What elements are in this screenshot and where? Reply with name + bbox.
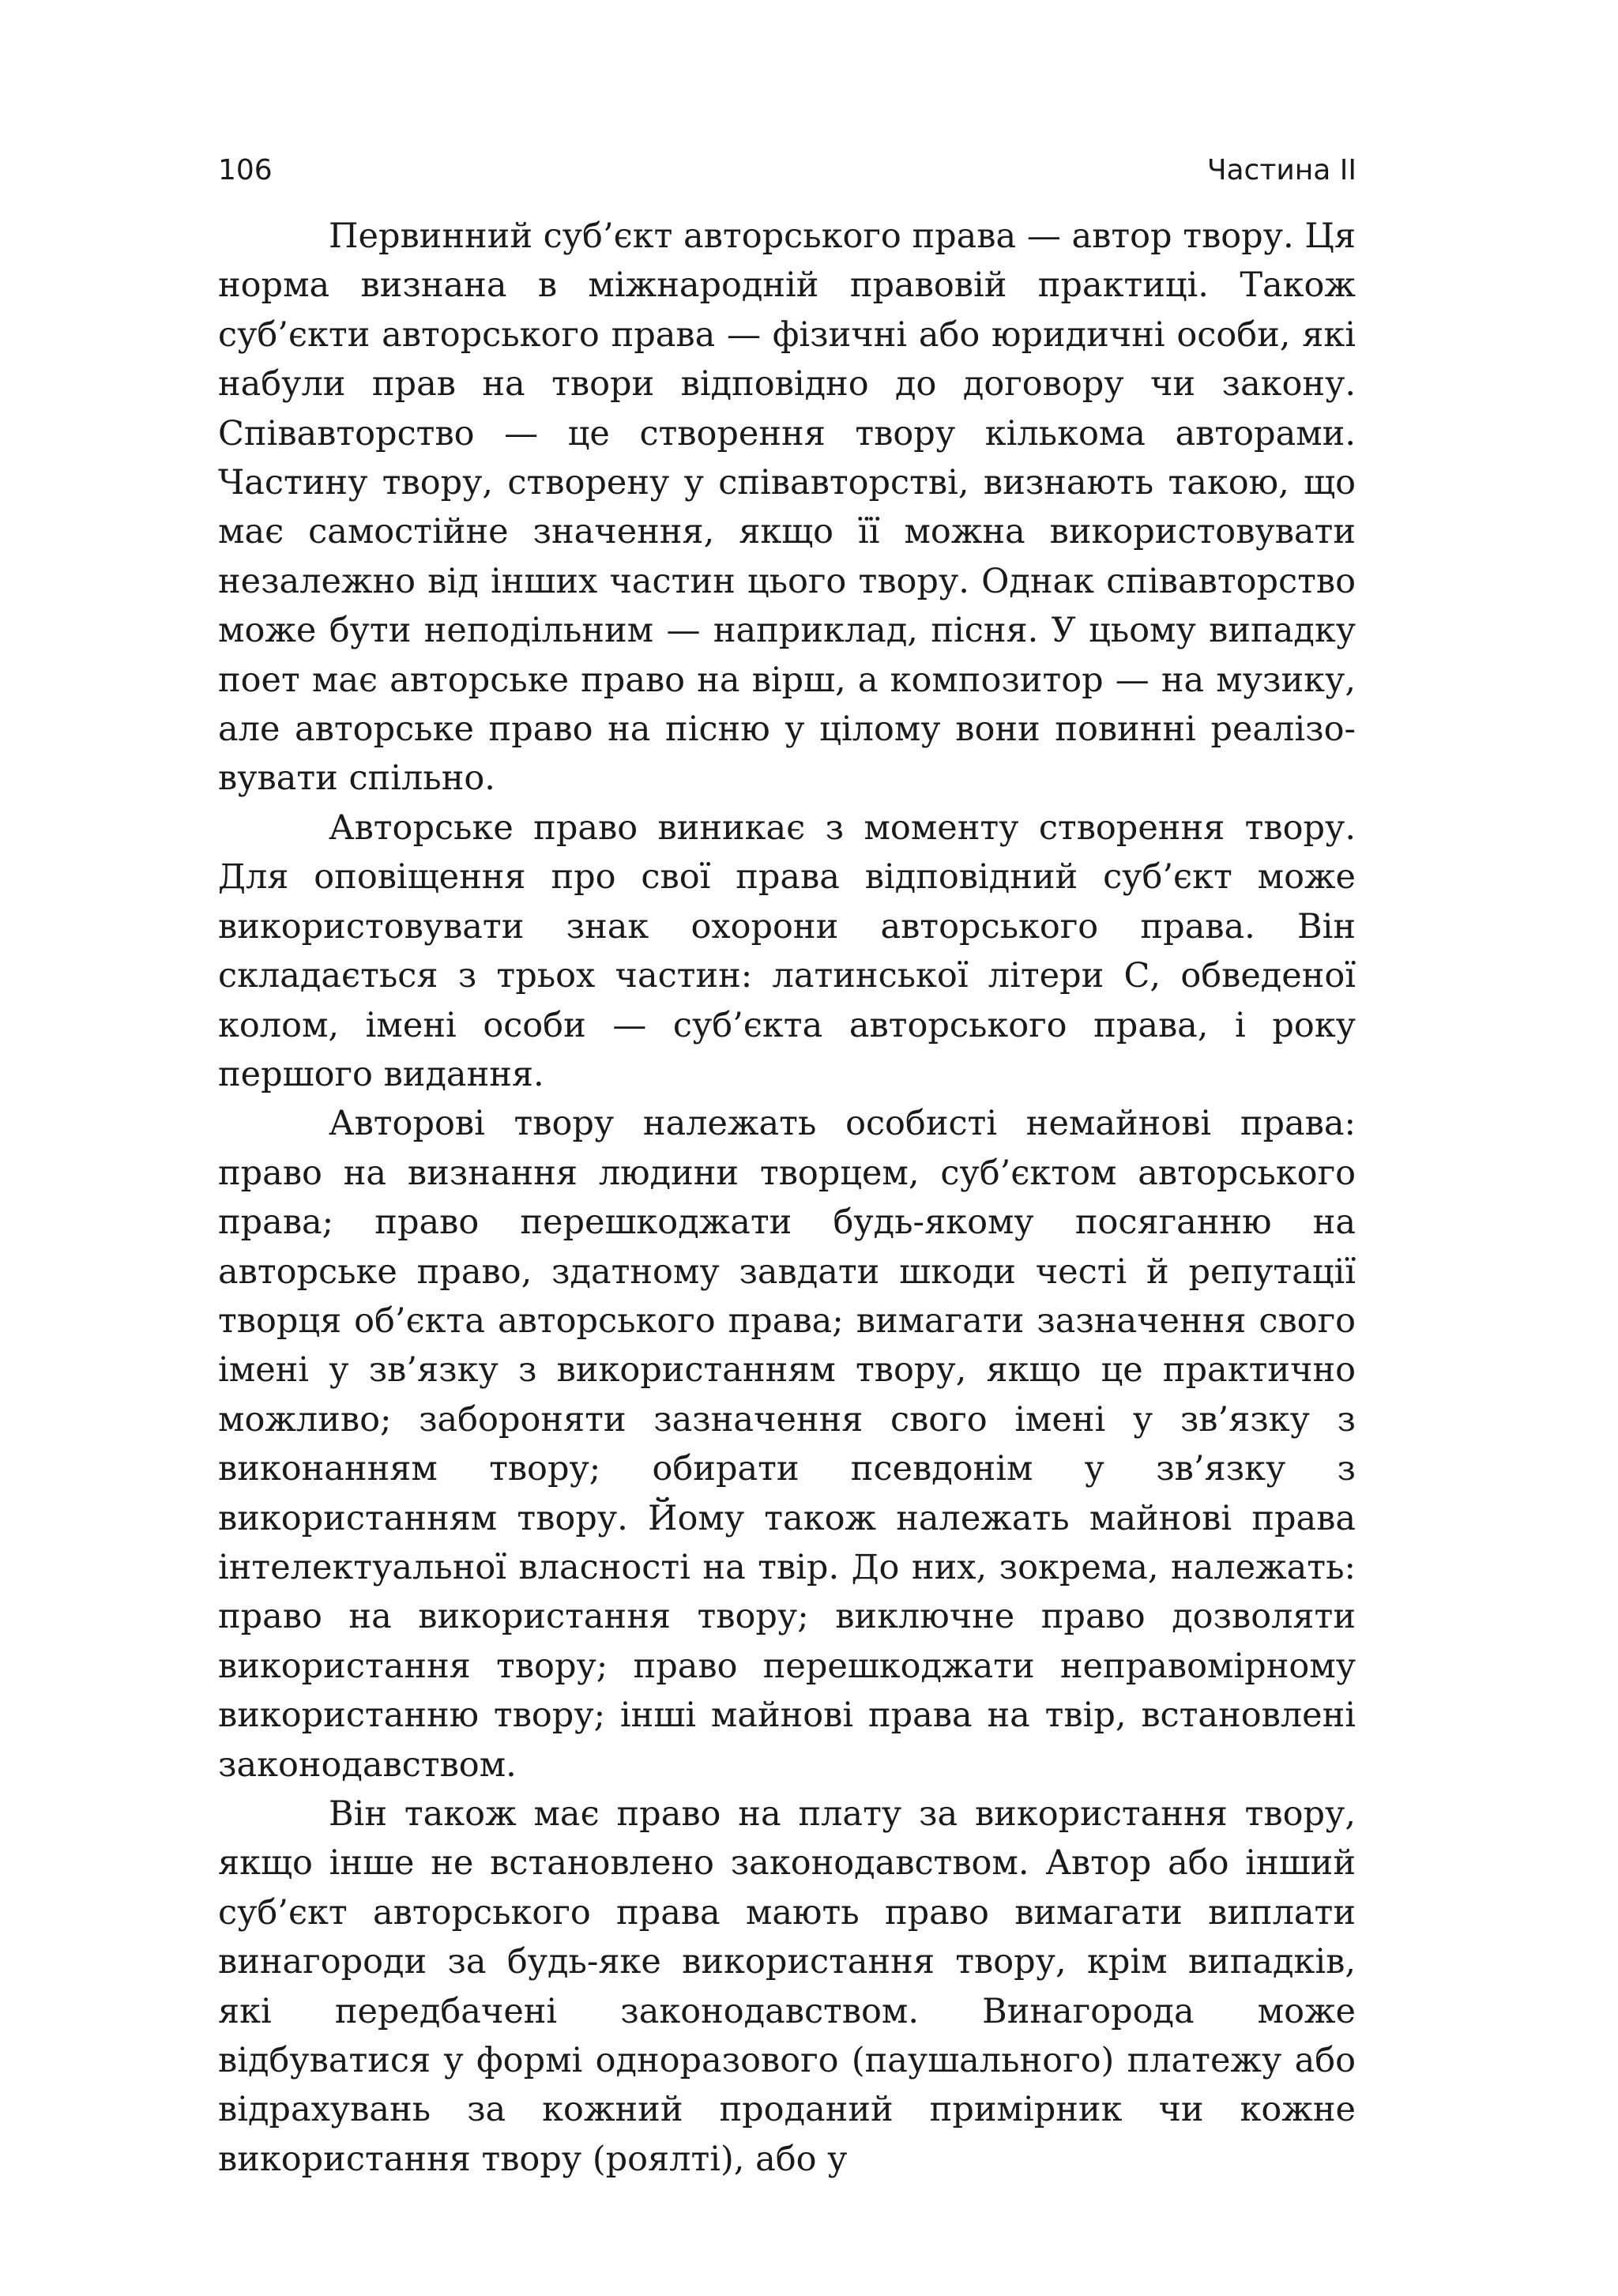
paragraph-1: Первинний суб’єкт авторського права — автор твору. Ця норма визнана в міжнародній правовій практиці. Також суб’єкти авторського права — фізичні або юридичні особи, які набули прав на твори відповідно до договору чи закону. Співавторство — це створення твору кількома авторами. Частину твору, створену у співавторстві, визнають такою, що має самостійне значення, якщо її можна використовувати незалежно від інших частин цього твору. Однак співавторство може бути неподільним — наприклад, пісня. У цьому випадку поет має авторське право на вірш, а композитор — на музику, але авторське право на пісню у цілому вони повинні реалізовувати спільно. bbox=[218, 216, 1356, 799]
paragraph-3: Авторові твору належать особисті немайнові права: право на визнання людини творцем, суб’єктом авторського права; право перешкоджати будь-якому посяганню на авторське право, здатному завдати шкоди честі й репутації творця об’єкта авторського права; вимагати зазначення свого імені у зв’язку з використанням твору, якщо це практично можливо; забороняти зазначення свого імені у зв’язку з виконанням твору; обирати псевдонім у зв’язку з використанням твору. Йому також належать майнові права інтелектуальної власності на твір. До них, зокрема, належать: право на використання твору; виключне право дозволяти використання твору; право перешкоджати неправомірному використанню твору; інші майнові права на твір, встановлені законодавством. bbox=[218, 1104, 1356, 1785]
paragraph-4: Він також має право на плату за використання твору, якщо інше не встановлено законодавством. Автор або інший суб’єкт авторського права мають право вимагати виплати винагороди за будь-яке використання твору, крім випадків, які передбачені законодавством. Винагорода може відбуватися у формі одноразового (паушального) платежу або відрахувань за кожний проданий примірник чи кожне використання твору (роялті), або у bbox=[218, 1794, 1356, 2179]
section-title: Частина ІІ bbox=[1206, 154, 1356, 186]
page-header bbox=[218, 147, 1356, 194]
page-number: 106 bbox=[218, 154, 273, 186]
paragraph-2: Авторське право виникає з моменту створення твору. Для оповіщення про свої права відповідний суб’єкт може використовувати знак охорони авторського права. Він складається з трьох частин: латинської літери С, обведеної колом, імені особи — суб’єкта авторського права, і року першого видання. bbox=[218, 807, 1356, 1094]
page-body bbox=[218, 212, 1356, 2184]
